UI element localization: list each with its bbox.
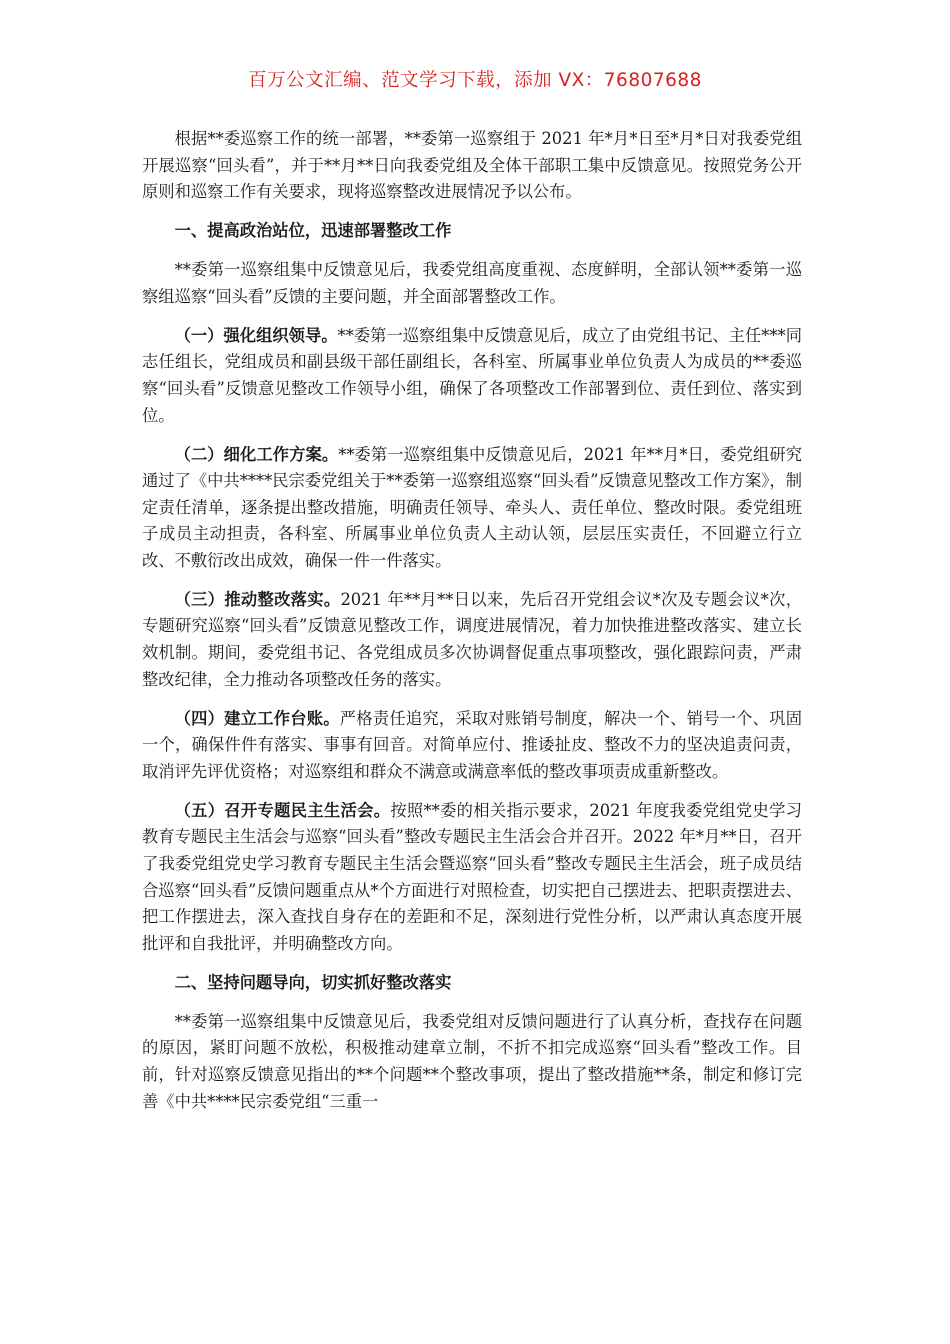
- section-1-item: [142, 323, 802, 429]
- item-title: （一）强化组织领导。: [174, 325, 338, 345]
- section-1-item: [142, 706, 802, 786]
- item-text: 按照**委的相关指示要求，2021 年度我委党组党史学习教育专题民主生活会与巡察“回头看”整改专题民主生活会合并召开。2022 年*月**日，召开了我委党组党史学习教育专题民主生活会暨巡察“回头看”整改专题民主生活会，班子成员结合巡察“回头看”反馈问题重点从*个方面进行对照检查，切实把自己摆进去、把职责摆进去、把工作摆进去，深入查找自身存在的差距和不足，深刻进行党性分析，以严肃认真态度开展批评和自我批评，并明确整改方向。: [142, 800, 802, 953]
- section-1-item: [142, 587, 802, 693]
- section-1-item: [142, 798, 802, 958]
- section-1-heading: 一、提高政治站位，迅速部署整改工作: [174, 221, 452, 241]
- intro-paragraph: 根据**委巡察工作的统一部署，**委第一巡察组于 2021 年*月*日至*月*日对我委党组开展巡察“回头看”，并于**月**日向我委党组及全体干部职工集中反馈意见。按照党务公开原则和巡察工作有关要求，现将巡察整改进展情况予以公布。: [142, 129, 802, 202]
- section-1-item: [142, 442, 802, 575]
- item-title: （二）细化工作方案。: [174, 444, 339, 464]
- section-2-heading: 二、坚持问题导向，切实抓好整改落实: [174, 972, 452, 992]
- item-text: **委第一巡察组集中反馈意见后，成立了由党组书记、主任***同志任组长，党组成员和副县级干部任副组长，各科室、所属事业单位负责人为成员的**委巡察“回头看”反馈意见整改工作领导小组，确保了各项整改工作部署到位、责任到位、落实到位。: [142, 325, 802, 425]
- item-text: 严格责任追究，采取对账销号制度，解决一个、销号一个、巩固一个，确保件件有落实、事事有回音。对简单应付、推诿扯皮、整改不力的坚决追责问责，取消评先评优资格；对巡察组和群众不满意或满意率低的整改事项责成重新整改。: [142, 708, 802, 781]
- item-title: （五）召开专题民主生活会。: [174, 800, 391, 820]
- item-text: 2021 年**月**日以来，先后召开党组会议*次及专题会议*次，专题研究巡察“回头看”反馈意见整改工作，调度进展情况，着力加快推进整改落实、建立长效机制。期间，委党组书记、各党组成员多次协调督促重点事项整改，强化跟踪问责，严肃整改纪律，全力推动各项整改任务的落实。: [142, 589, 802, 689]
- item-title: （三）推动整改落实。: [174, 589, 341, 609]
- section-1-intro: **委第一巡察组集中反馈意见后，我委党组高度重视、态度鲜明，全部认领**委第一巡察组巡察“回头看”反馈的主要问题，并全面部署整改工作。: [142, 260, 802, 306]
- document-body: [142, 126, 802, 1128]
- item-title: （四）建立工作台账。: [174, 708, 340, 728]
- section-2-intro: **委第一巡察组集中反馈意见后，我委党组对反馈问题进行了认真分析，查找存在问题的原因，紧盯问题不放松，积极推动建章立制，不折不扣完成巡察“回头看”整改工作。目前，针对巡察反馈意见指出的**个问题**个整改事项，提出了整改措施**条，制定和修订完善《中共****民宗委党组“三重一: [142, 1011, 802, 1111]
- watermark-banner: 百万公文汇编、范文学习下载，添加 VX：76807688: [248, 70, 702, 91]
- item-text: **委第一巡察组集中反馈意见后，2021 年**月*日，委党组研究通过了《中共****民宗委党组关于**委第一巡察组巡察“回头看”反馈意见整改工作方案》，制定责任清单，逐条提出整改措施，明确责任领导、牵头人、责任单位、整改时限。委党组班子成员主动担责，各科室、所属事业单位负责人主动认领，层层压实责任，不回避立行立改、不敷衍改出成效，确保一件一件落实。: [142, 444, 802, 570]
